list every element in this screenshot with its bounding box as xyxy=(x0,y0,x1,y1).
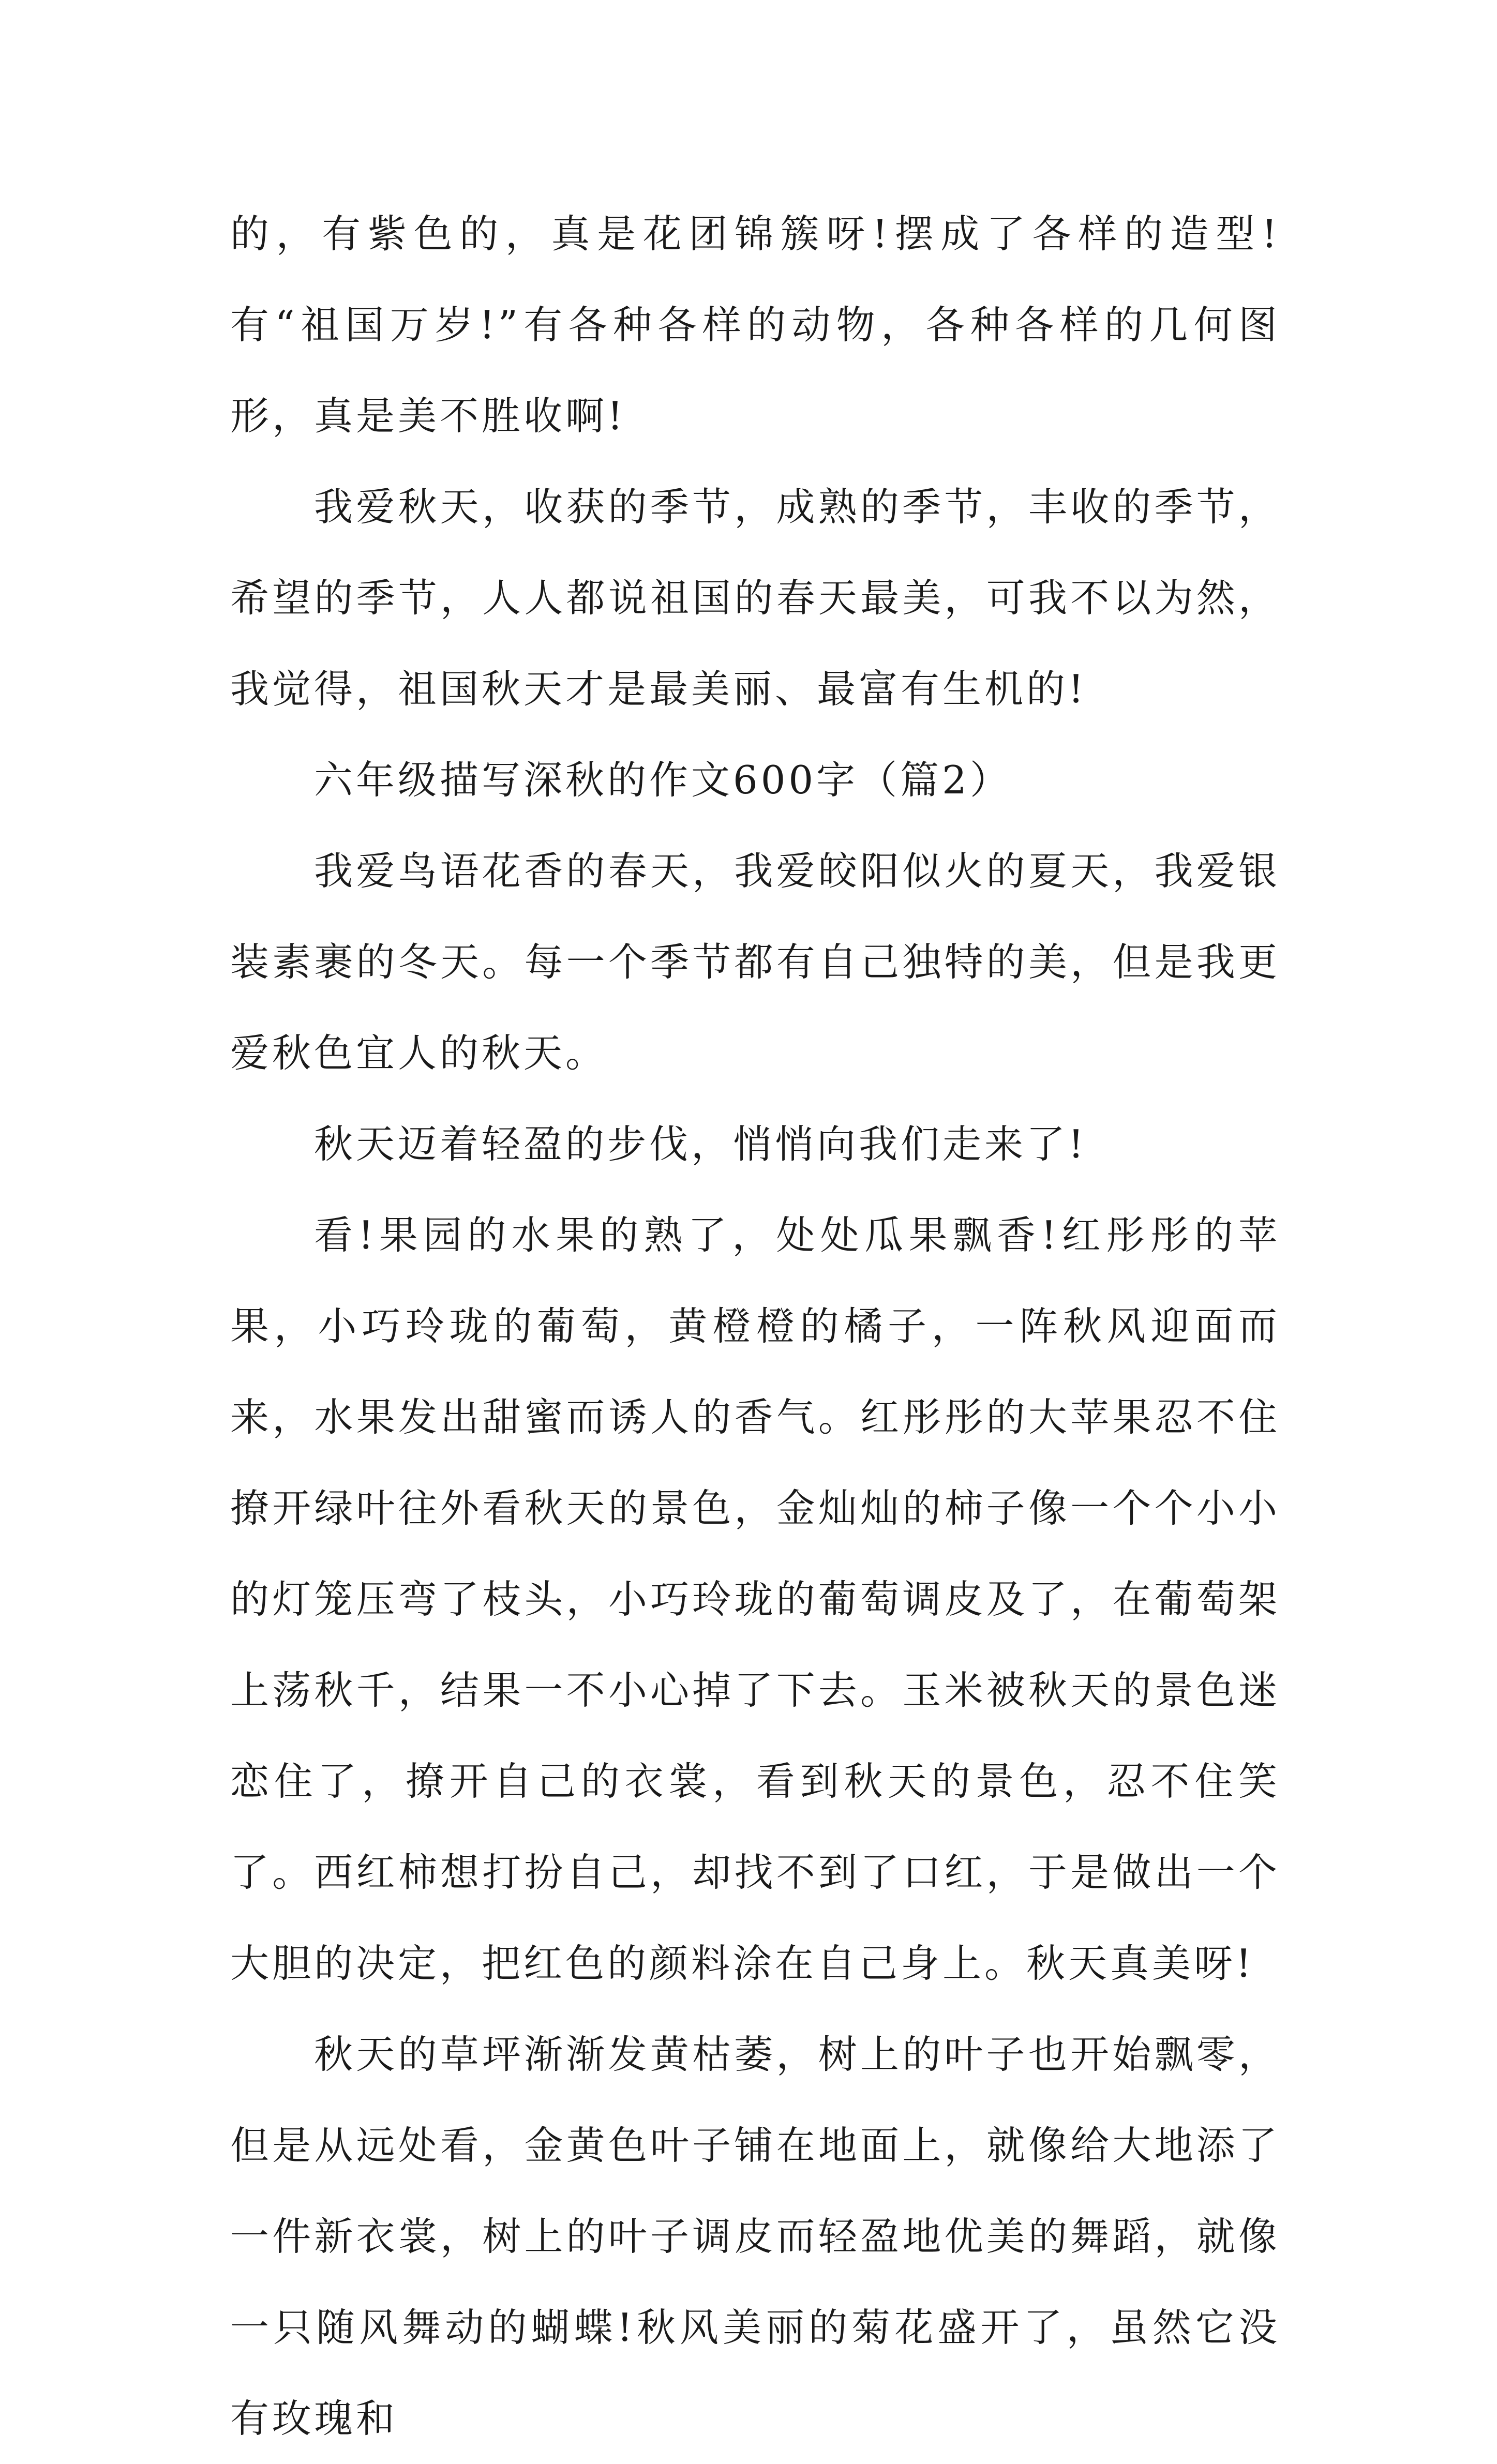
paragraph-seasons: 我爱鸟语花香的春天，我爱皎阳似火的夏天，我爱银装素裹的冬天。每一个季节都有自己独特的美，但是我更爱秋色宜人的秋天。 xyxy=(230,848,1280,1076)
paragraph-autumn-arrives: 秋天迈着轻盈的步伐，悄悄向我们走来了! xyxy=(314,1121,1087,1167)
paragraph-orchard: 看!果园的水果的熟了，处处瓜果飘香!红彤彤的苹果，小巧玲珑的葡萄，黄橙橙的橘子，一阵秋风迎面而来，水果发出甜蜜而诱人的香气。红彤彤的大苹果忍不住撩开绿叶往外看秋天的景色，金灿灿的柿子像一个个小小的灯笼压弯了枝头，小巧玲珑的葡萄调皮及了，在葡萄架上荡秋千，结果一不小心掉了下去。玉米被秋天的景色迷恋住了，撩开自己的衣裳，看到秋天的景色，忍不住笑了。西红柿想打扮自己，却找不到了口红，于是做出一个大胆的决定，把红色的颜料涂在自己身上。秋天真美呀! xyxy=(230,1212,1280,1986)
paragraph-love-autumn: 我爱秋天，收获的季节，成熟的季节，丰收的季节，希望的季节，人人都说祖国的春天最美，可我不以为然，我觉得，祖国秋天才是最美丽、最富有生机的! xyxy=(230,484,1280,712)
paragraph-continued: 的，有紫色的，真是花团锦簇呀!摆成了各样的造型!有“祖国万岁!”有各种各样的动物，各种各样的几何图形，真是美不胜收啊! xyxy=(230,211,1280,439)
section-heading: 六年级描写深秋的作文600字（篇2） xyxy=(314,757,1012,803)
article-body xyxy=(230,188,1280,2464)
paragraph-lawn-leaves: 秋天的草坪渐渐发黄枯萎，树上的叶子也开始飘零，但是从远处看，金黄色叶子铺在地面上，就像给大地添了一件新衣裳，树上的叶子调皮而轻盈地优美的舞蹈，就像一只随风舞动的蝴蝶!秋风美丽的菊花盛开了，虽然它没有玫瑰和 xyxy=(230,2032,1280,2441)
